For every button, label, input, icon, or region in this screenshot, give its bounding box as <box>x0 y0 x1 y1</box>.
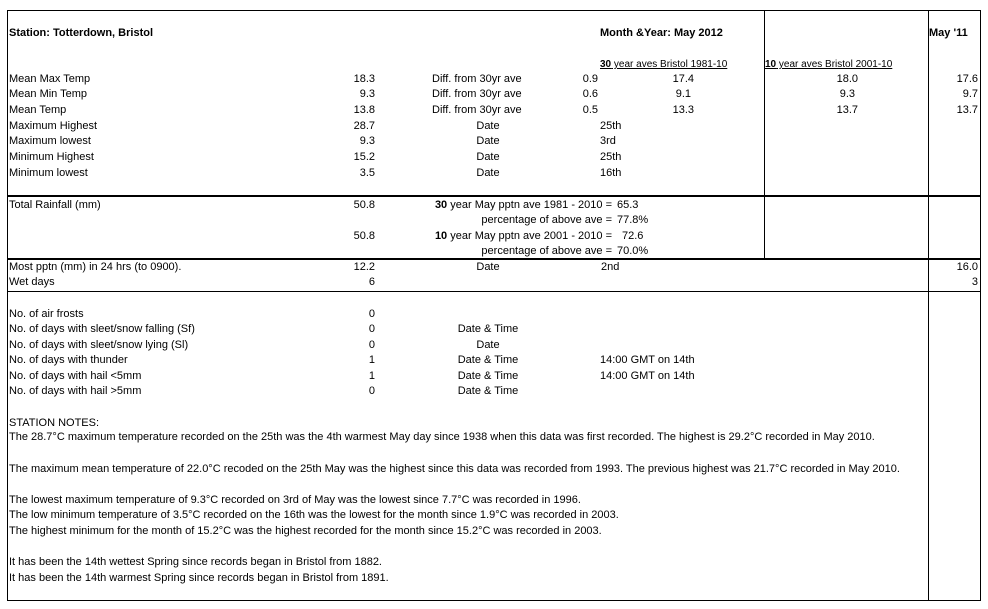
rain-label: Total Rainfall (mm) <box>9 199 101 211</box>
aves-30-header <box>600 58 727 72</box>
count-label: No. of days with sleet/snow lying (Sl) <box>9 339 189 351</box>
aves-30-text: year aves Bristol 1981-10 <box>611 59 728 70</box>
count-mid: Date <box>476 339 500 351</box>
diff-label: Diff. from 30yr ave <box>432 73 522 85</box>
count-mid: Date & Time <box>457 354 519 366</box>
prev-year-value: 13.7 <box>956 104 978 116</box>
rain-pct2-value: 70.0% <box>617 245 649 257</box>
notes-heading: STATION NOTES: <box>9 417 100 429</box>
date-value: 16th <box>600 167 622 179</box>
divider-ave10-column <box>764 10 765 258</box>
date-value: 25th <box>600 120 622 132</box>
temp-label: Minimum Highest <box>9 151 94 163</box>
temp-value: 9.3 <box>359 135 375 147</box>
rain-ave10-number: 10 <box>434 230 448 242</box>
rain-value-2: 50.8 <box>353 230 375 242</box>
aves-10-text: year aves Bristol 2001-10 <box>776 59 893 70</box>
ave10-value: 13.7 <box>836 104 858 116</box>
outer-border-bottom <box>7 600 981 601</box>
ave30-value: 13.3 <box>672 104 694 116</box>
temp-label: Mean Max Temp <box>9 73 91 85</box>
count-value: 0 <box>368 323 375 335</box>
count-value: 0 <box>368 339 375 351</box>
outer-border-right <box>980 10 981 601</box>
ave10-value: 18.0 <box>836 73 858 85</box>
wet-days-value: 6 <box>368 276 375 288</box>
diff-value: 0.6 <box>582 88 598 100</box>
count-value: 0 <box>368 385 375 397</box>
note-item: The highest minimum for the month of 15.2°C was the highest recorded for the month since 15.2°C was recorded in 2003. <box>9 525 602 537</box>
rain-ave30-label <box>380 198 612 212</box>
wet-days-label: Wet days <box>9 276 55 288</box>
most-pptn-value: 12.2 <box>353 261 375 273</box>
date-value: 3rd <box>600 135 616 147</box>
note-item: The low minimum temperature of 3.5°C recorded on the 16th was the lowest for the month since 1.9°C was recorded in 2003. <box>9 509 619 521</box>
prev-year-value: 17.6 <box>956 73 978 85</box>
date-label: Date <box>476 167 500 179</box>
divider-temps-rain <box>7 195 981 197</box>
ave30-value: 17.4 <box>672 73 694 85</box>
count-detail: 14:00 GMT on 14th <box>600 370 695 382</box>
count-value: 1 <box>368 370 375 382</box>
count-value: 0 <box>368 308 375 320</box>
temp-value: 28.7 <box>353 120 375 132</box>
aves-10-header <box>765 58 892 72</box>
date-value: 25th <box>600 151 622 163</box>
rain-ave30-text: year May pptn ave 1981 - 2010 = <box>447 199 612 211</box>
wet-days-prev: 3 <box>971 276 978 288</box>
temp-label: Mean Temp <box>9 104 67 116</box>
rain-pct1-value: 77.8% <box>617 214 649 226</box>
count-detail: 14:00 GMT on 14th <box>600 354 695 366</box>
station-title: Station: Totterdown, Bristol <box>9 27 154 39</box>
prev-year-value: 9.7 <box>962 88 978 100</box>
temp-value: 18.3 <box>353 73 375 85</box>
date-label: Date <box>476 151 500 163</box>
temp-label: Maximum Highest <box>9 120 98 132</box>
rain-pct1-label: percentage of above ave = <box>481 214 612 226</box>
count-label: No. of days with sleet/snow falling (Sf) <box>9 323 195 335</box>
date-label: Date <box>476 120 500 132</box>
diff-label: Diff. from 30yr ave <box>432 104 522 116</box>
note-item: The maximum mean temperature of 22.0°C recoded on the 25th May was the highest since this data was recorded from 1993. The previous highest was 21.7°C recorded in May 2010. <box>9 463 900 475</box>
count-label: No. of days with hail <5mm <box>9 370 142 382</box>
count-label: No. of days with thunder <box>9 354 128 366</box>
diff-label: Diff. from 30yr ave <box>432 88 522 100</box>
most-pptn-label: Most pptn (mm) in 24 hrs (to 0900). <box>9 261 182 273</box>
count-label: No. of days with hail >5mm <box>9 385 142 397</box>
temp-label: Maximum lowest <box>9 135 91 147</box>
rain-ave10-label <box>380 229 612 243</box>
aves-30-number: 30 <box>600 59 612 70</box>
rain-pct2-label: percentage of above ave = <box>481 245 612 257</box>
diff-value: 0.9 <box>582 73 598 85</box>
count-mid: Date & Time <box>457 323 519 335</box>
month-year-title: Month &Year: May 2012 <box>600 27 723 39</box>
rain-ave10-text: year May pptn ave 2001 - 2010 = <box>447 230 612 242</box>
temp-value: 13.8 <box>353 104 375 116</box>
diff-value: 0.5 <box>582 104 598 116</box>
ave10-value: 9.3 <box>839 88 855 100</box>
outer-border-left <box>7 10 8 601</box>
date-label: Date <box>476 135 500 147</box>
rain-value: 50.8 <box>353 199 375 211</box>
count-value: 1 <box>368 354 375 366</box>
spring-note: It has been the 14th wettest Spring since records began in Bristol from 1882. <box>9 556 382 568</box>
temp-label: Mean Min Temp <box>9 88 88 100</box>
most-pptn-date: 2nd <box>601 261 620 273</box>
outer-border-top <box>7 10 981 11</box>
rain-ave30-value: 65.3 <box>617 199 639 211</box>
spring-note: It has been the 14th warmest Spring since records began in Bristol from 1891. <box>9 572 389 584</box>
most-pptn-prev: 16.0 <box>956 261 978 273</box>
aves-10-number: 10 <box>765 59 777 70</box>
ave30-value: 9.1 <box>675 88 691 100</box>
divider-pptn-counts <box>7 291 981 292</box>
temp-value: 15.2 <box>353 151 375 163</box>
note-item: The lowest maximum temperature of 9.3°C recorded on 3rd of May was the lowest since 7.7°C was recorded in 1996. <box>9 494 581 506</box>
prev-year-title: May '11 <box>929 27 968 39</box>
count-label: No. of air frosts <box>9 308 84 320</box>
temp-value: 9.3 <box>359 88 375 100</box>
divider-prev-year-column <box>928 10 929 601</box>
count-mid: Date & Time <box>457 370 519 382</box>
count-mid: Date & Time <box>457 385 519 397</box>
rain-ave10-value: 72.6 <box>622 230 644 242</box>
temp-value: 3.5 <box>359 167 375 179</box>
note-item: The 28.7°C maximum temperature recorded on the 25th was the 4th warmest May day since 1938 when this data was first recorded. The highest is 29.2°C recorded in May 2010. <box>9 431 875 443</box>
rain-ave30-number: 30 <box>434 199 448 211</box>
most-pptn-date-label: Date <box>476 261 500 273</box>
temp-label: Minimum lowest <box>9 167 88 179</box>
